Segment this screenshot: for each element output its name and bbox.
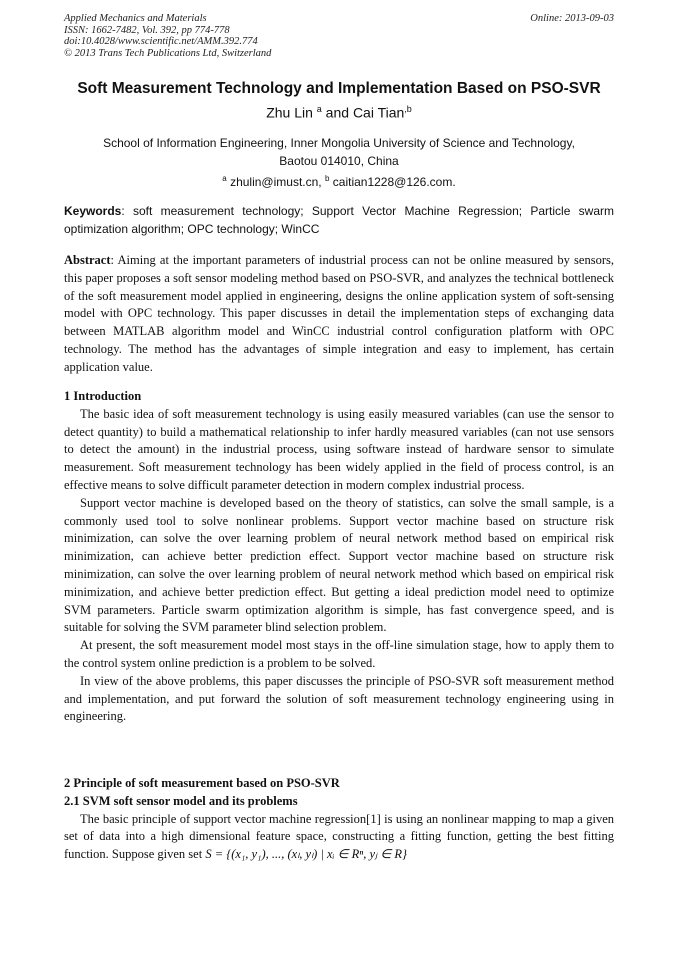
subsection-heading: 2.1 SVM soft sensor model and its problems: [64, 793, 298, 808]
abstract-text: : Aiming at the important parameters of industrial process can not be online measured by sensors, this paper proposes a soft sensor modeling method based on PSO-SVR, and analyzes the technical bottleneck of the soft measurement model applied in engineering, designs the online application system of soft-sensing model with OPC technology. This paper discusses in detail the implementation steps of exchanging data between MATLAB algorithm model and WinCC industrial control configuration platform with OPC technology. The method has the advantages of simple integration and easy to implement, has certain application value.: [64, 253, 614, 374]
online-date: Online: 2013-09-03: [530, 13, 614, 24]
email-superscript: a: [222, 174, 227, 183]
section-principle: [64, 775, 614, 864]
authors: [0, 104, 678, 121]
author-name: Zhu Lin: [266, 104, 313, 121]
paragraph: The basic idea of soft measurement technology is using easily measured variables (can use the sensor to detect quantity) to build a mathematical relationship to infer hardly measured variables (can not use sensors to detect the amount) in the industrial process, using software instead of hardware sensor to simulate measurement. Soft measurement technology has been widely applied in the field of process control, is an effective means to solve difficult parameter detection in modern complex industrial process.: [64, 406, 614, 492]
paragraph: In view of the above problems, this paper discusses the principle of PSO-SVR soft measurement method and implementation, and put forward the solution of soft measurement technology engineering using in engineering.: [64, 673, 614, 724]
author-superscript: a: [316, 104, 322, 114]
email-link[interactable]: zhulin@imust.cn,: [230, 175, 322, 189]
abstract-label: Abstract: [64, 253, 111, 267]
emails: [64, 170, 614, 191]
section-introduction: [64, 388, 614, 726]
abstract: [64, 252, 614, 377]
section-heading: 1 Introduction: [64, 389, 142, 403]
section-heading: 2 Principle of soft measurement based on PSO-SVR: [64, 776, 340, 790]
issn: ISSN: 1662-7482, Vol. 392, pp 774-778: [64, 24, 230, 36]
journal-name: Applied Mechanics and Materials: [64, 13, 207, 24]
paragraph: At present, the soft measurement model most stays in the off-line simulation stage, how to apply them to the control system online prediction is a problem to be solved.: [64, 638, 614, 670]
keywords-label: Keywords: [64, 204, 122, 218]
author-conjunction: and: [321, 104, 353, 121]
author-superscript: ,b: [404, 104, 412, 114]
doi: doi:10.4028/www.scientific.net/AMM.392.774: [64, 36, 258, 47]
keywords: [64, 202, 614, 238]
affiliation: [64, 134, 614, 191]
paragraph: Support vector machine is developed based on the theory of statistics, can solve the small sample, is a commonly used tool to solve nonlinear problems. Support vector machine based on structure risk minimization, can solve the over learning problem of neural network method based on empirical risk minimization, can achieve better prediction effect. Support vector machine based on structure risk minimization, can solve the over learning problem of neural network method which based on empirical risk minimization, and achieve better prediction effect. But getting a ideal prediction model need to optimize SVM parameters. Particle swarm optimization algorithm is simple, has fast convergence speed, and is suitable for solving the SVM parameter blind selection problem.: [64, 495, 614, 635]
publication-info: [64, 13, 271, 59]
author-name: Cai Tian: [352, 104, 405, 121]
paper-title: Soft Measurement Technology and Implementation Based on PSO-SVR: [77, 80, 601, 97]
affiliation-line: School of Information Engineering, Inner Mongolia University of Science and Technology,: [103, 136, 575, 150]
paragraph-text: The basic principle of support vector machine regression[1] is using an nonlinear mapping to map a given set of data into a high dimensional feature space, constructing a fitting function, getting the best fitting function. Suppose given set: [64, 811, 614, 862]
paragraph: [64, 811, 614, 864]
keywords-text: : soft measurement technology; Support Vector Machine Regression; Particle swarm optimization algorithm; OPC technology; WinCC: [64, 204, 614, 236]
email-link[interactable]: caitian1228@126.com.: [332, 175, 456, 189]
affiliation-line: Baotou 014010, China: [279, 154, 399, 168]
email-superscript: b: [324, 174, 330, 183]
formula: S = {(x₁, y₁), ..., (xₗ, yₗ) | xᵢ ∈ Rⁿ, yⱼ ∈ R}: [205, 847, 407, 862]
copyright: © 2013 Trans Tech Publications Ltd, Switzerland: [64, 47, 272, 59]
